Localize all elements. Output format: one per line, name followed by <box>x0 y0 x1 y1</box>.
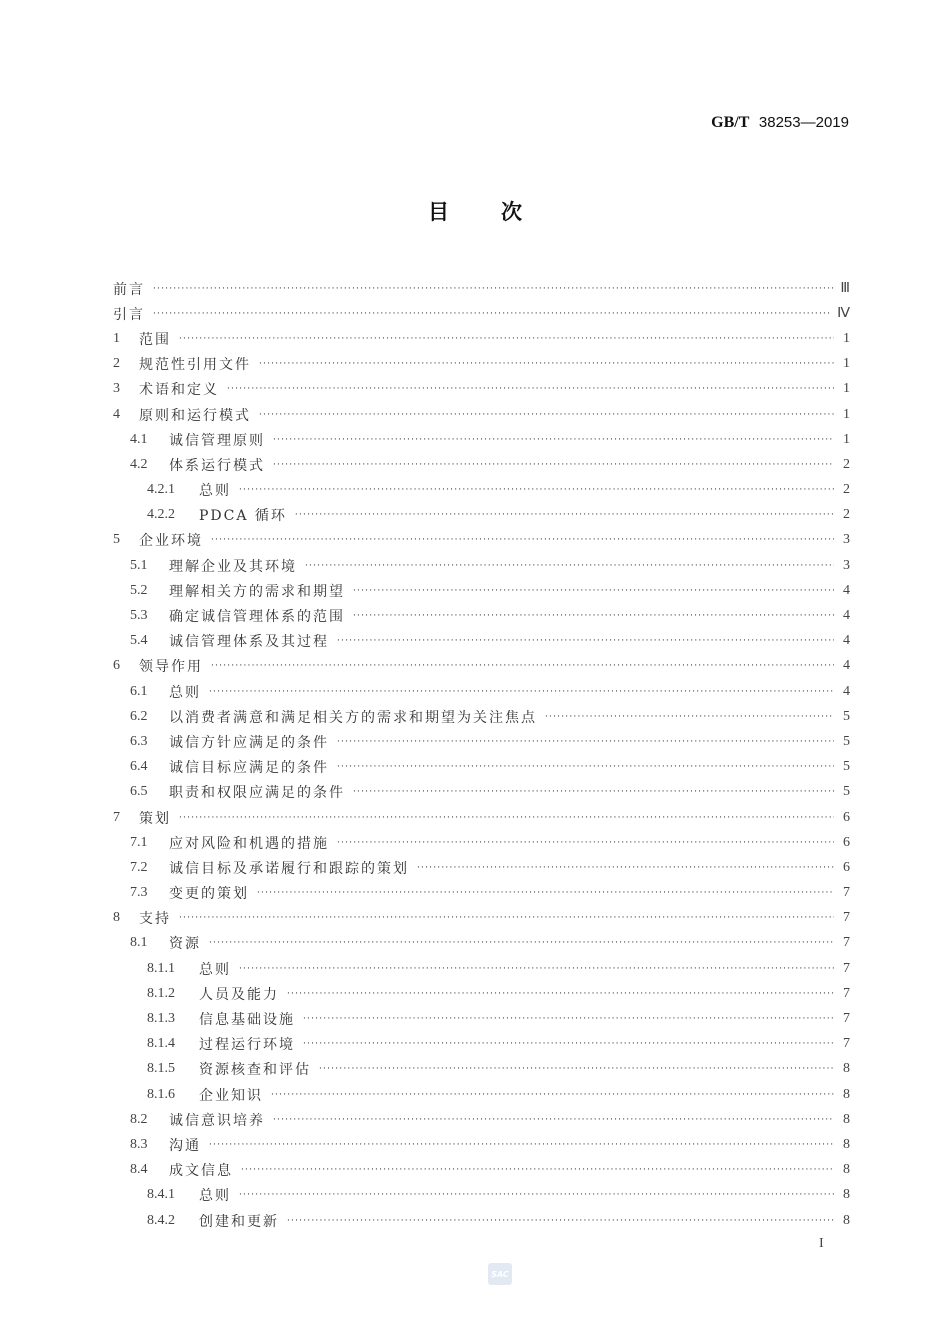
toc-entry-number: 5.2 <box>130 582 148 598</box>
toc-entry-label: 范围 <box>139 331 171 348</box>
toc-entry-number: 2 <box>113 356 120 372</box>
toc-entry-number: 5.3 <box>130 608 148 624</box>
toc-entry-page: 2 <box>843 507 850 523</box>
toc-entry-label: 术语和定义 <box>139 382 219 399</box>
toc-entry-number: 3 <box>113 381 120 397</box>
dot-leader <box>287 1214 834 1228</box>
dot-leader <box>179 332 834 346</box>
toc-entry-label: 信息基础设施 <box>199 1012 295 1029</box>
dot-leader <box>239 962 834 976</box>
toc-entry-number: 8 <box>113 910 120 926</box>
toc-entry[interactable] <box>113 377 850 402</box>
toc-entry-page: 4 <box>843 582 850 598</box>
toc-entry[interactable] <box>113 1057 850 1082</box>
toc-entry[interactable] <box>113 276 850 301</box>
toc-entry-page: 4 <box>843 608 850 624</box>
toc-entry-label: 规范性引用文件 <box>139 357 251 374</box>
toc-entry-number: 5.4 <box>130 633 148 649</box>
toc-entry-number: 7.2 <box>130 859 148 875</box>
dot-leader <box>271 1088 834 1102</box>
dot-leader <box>353 584 834 598</box>
toc-entry[interactable] <box>113 1032 850 1057</box>
dot-leader <box>295 508 834 522</box>
toc-entry[interactable] <box>113 603 850 628</box>
toc-entry-number: 8.3 <box>130 1136 148 1152</box>
toc-entry-page: 4 <box>843 633 850 649</box>
dot-leader <box>337 735 834 749</box>
toc-entry-page: 8 <box>843 1162 850 1178</box>
toc-entry-label: 诚信管理原则 <box>169 432 265 449</box>
dot-leader <box>287 987 834 1001</box>
toc-entry-number: 4 <box>113 406 120 422</box>
dot-leader <box>337 760 834 774</box>
dot-leader <box>209 936 834 950</box>
toc-entry[interactable] <box>113 629 850 654</box>
toc-entry-label: 理解相关方的需求和期望 <box>169 583 345 600</box>
toc-entry[interactable] <box>113 1158 850 1183</box>
toc-entry-page: 5 <box>843 733 850 749</box>
toc-entry-page: 1 <box>843 431 850 447</box>
toc-entry-number: 4.2.1 <box>147 482 175 498</box>
dot-leader <box>179 911 834 925</box>
dot-leader <box>209 685 834 699</box>
toc-entry-label: 沟通 <box>169 1137 201 1154</box>
toc-entry[interactable] <box>113 855 850 880</box>
toc-entry-label: 总则 <box>199 1188 231 1205</box>
toc-entry[interactable] <box>113 1208 850 1233</box>
toc-entry-number: 8.1.2 <box>147 985 175 1001</box>
dot-leader <box>211 533 834 547</box>
toc-entry-number: 8.1 <box>130 935 148 951</box>
toc-entry[interactable] <box>113 578 850 603</box>
toc-entry-label: 领导作用 <box>139 659 203 676</box>
dot-leader <box>353 785 834 799</box>
toc-entry-label: 企业环境 <box>139 533 203 550</box>
toc-entry[interactable] <box>113 402 850 427</box>
toc-entry-page: 7 <box>843 1036 850 1052</box>
toc-entry-label: 应对风险和机遇的措施 <box>169 835 329 852</box>
toc-entry-label: 策划 <box>139 810 171 827</box>
toc-entry-number: 8.1.6 <box>147 1086 175 1102</box>
toc-entry[interactable] <box>113 553 850 578</box>
toc-entry-page: 1 <box>843 356 850 372</box>
toc-entry-number: 8.4.1 <box>147 1187 175 1203</box>
toc-entry-page: 2 <box>843 456 850 472</box>
toc-entry-number: 6.5 <box>130 784 148 800</box>
toc-entry-page: 3 <box>843 557 850 573</box>
toc-entry-page: 1 <box>843 381 850 397</box>
toc-entry-page: 6 <box>843 859 850 875</box>
toc-entry-label: 诚信方针应满足的条件 <box>169 734 329 751</box>
toc-entry-number: 6.4 <box>130 759 148 775</box>
toc-entry-page: 8 <box>843 1187 850 1203</box>
toc-entry-page: 6 <box>843 809 850 825</box>
dot-leader <box>153 307 831 321</box>
toc-entry[interactable] <box>113 956 850 981</box>
toc-entry-label: 总则 <box>199 483 231 500</box>
dot-leader <box>545 710 834 724</box>
dot-leader <box>417 861 834 875</box>
dot-leader <box>303 1012 834 1026</box>
toc-entry-label: 职责和权限应满足的条件 <box>169 785 345 802</box>
toc-entry-label: 企业知识 <box>199 1087 263 1104</box>
toc-entry-label: 人员及能力 <box>199 986 279 1003</box>
toc-entry[interactable] <box>113 805 850 830</box>
dot-leader <box>239 483 834 497</box>
toc-entry[interactable] <box>113 755 850 780</box>
page-title: 目次 <box>428 200 574 224</box>
toc-entry[interactable] <box>113 1132 850 1157</box>
dot-leader <box>337 634 834 648</box>
page-number: I <box>819 1236 824 1251</box>
toc-entry-page: 8 <box>843 1086 850 1102</box>
toc-entry-label: 理解企业及其环境 <box>169 558 297 575</box>
toc-entry-page: 5 <box>843 784 850 800</box>
toc-entry-number: 4.1 <box>130 431 148 447</box>
toc-entry-label: 引言 <box>113 306 145 323</box>
toc-entry-label: 诚信目标及承诺履行和跟踪的策划 <box>169 860 409 877</box>
toc-entry[interactable] <box>113 478 850 503</box>
toc-entry-label: 资源核查和评估 <box>199 1062 311 1079</box>
toc-entry[interactable] <box>113 352 850 377</box>
toc-entry-label: 变更的策划 <box>169 886 249 903</box>
toc-entry-label: 总则 <box>169 684 201 701</box>
toc-entry-page: 7 <box>843 910 850 926</box>
toc-entry-page: 6 <box>843 834 850 850</box>
toc-entry[interactable] <box>113 452 850 477</box>
toc-entry[interactable] <box>113 503 850 528</box>
toc-entry-number: 8.4 <box>130 1162 148 1178</box>
toc-entry[interactable] <box>113 427 850 452</box>
dot-leader <box>337 836 834 850</box>
standard-number <box>711 113 849 132</box>
toc-entry-page: 1 <box>843 330 850 346</box>
toc-entry-number: 8.1.3 <box>147 1011 175 1027</box>
toc-entry-page: 3 <box>843 532 850 548</box>
toc-entry-page: 7 <box>843 935 850 951</box>
toc-entry[interactable] <box>113 301 850 326</box>
standard-prefix: GB/T <box>711 114 750 131</box>
toc-entry-page: 1 <box>843 406 850 422</box>
toc-entry-number: 5 <box>113 532 120 548</box>
toc-entry-page: 7 <box>843 1011 850 1027</box>
toc-entry-number: 6.3 <box>130 733 148 749</box>
toc-entry-label: 成文信息 <box>169 1163 233 1180</box>
toc-entry[interactable] <box>113 528 850 553</box>
toc-entry-page: 7 <box>843 885 850 901</box>
sac-watermark-logo: SAC <box>488 1263 512 1285</box>
dot-leader <box>227 382 834 396</box>
toc-entry-page: 4 <box>843 683 850 699</box>
toc-entry-number: 6.1 <box>130 683 148 699</box>
toc-entry-label: 支持 <box>139 911 171 928</box>
table-of-contents <box>113 276 850 1233</box>
toc-entry[interactable] <box>113 981 850 1006</box>
toc-entry-number: 7.3 <box>130 885 148 901</box>
toc-entry[interactable] <box>113 931 850 956</box>
dot-leader <box>153 282 834 296</box>
toc-entry-page: 7 <box>843 960 850 976</box>
toc-entry-label: 以消费者满意和满足相关方的需求和期望为关注焦点 <box>169 709 537 726</box>
toc-entry-page: Ⅲ <box>840 281 850 297</box>
toc-entry-page: 8 <box>843 1136 850 1152</box>
dot-leader <box>239 1188 834 1202</box>
dot-leader <box>241 1163 834 1177</box>
toc-entry[interactable] <box>113 1183 850 1208</box>
dot-leader <box>259 408 834 422</box>
dot-leader <box>179 811 834 825</box>
toc-entry-number: 6 <box>113 658 120 674</box>
dot-leader <box>319 1062 834 1076</box>
toc-entry[interactable] <box>113 881 850 906</box>
toc-entry-page: 8 <box>843 1212 850 1228</box>
dot-leader <box>211 659 834 673</box>
toc-entry-label: 确定诚信管理体系的范围 <box>169 609 345 626</box>
dot-leader <box>303 1037 834 1051</box>
toc-entry-label: PDCA 循环 <box>199 508 287 525</box>
toc-entry-number: 8.1.4 <box>147 1036 175 1052</box>
standard-code: 38253—2019 <box>758 114 849 131</box>
toc-entry[interactable] <box>113 830 850 855</box>
toc-entry-page: 7 <box>843 985 850 1001</box>
toc-entry-number: 8.4.2 <box>147 1212 175 1228</box>
toc-entry-label: 资源 <box>169 936 201 953</box>
toc-entry-number: 7.1 <box>130 834 148 850</box>
dot-leader <box>273 458 834 472</box>
dot-leader <box>273 433 834 447</box>
toc-entry-number: 5.1 <box>130 557 148 573</box>
dot-leader <box>273 1113 834 1127</box>
toc-entry-label: 原则和运行模式 <box>139 407 251 424</box>
toc-entry-page: 8 <box>843 1111 850 1127</box>
toc-entry[interactable] <box>113 1082 850 1107</box>
toc-entry-page: 5 <box>843 708 850 724</box>
toc-entry-page: 4 <box>843 658 850 674</box>
toc-entry-label: 前言 <box>113 281 145 298</box>
toc-entry-page: 2 <box>843 482 850 498</box>
toc-entry-number: 8.2 <box>130 1111 148 1127</box>
toc-entry-label: 过程运行环境 <box>199 1037 295 1054</box>
toc-entry[interactable] <box>113 906 850 931</box>
toc-entry[interactable] <box>113 1006 850 1031</box>
toc-entry-label: 体系运行模式 <box>169 457 265 474</box>
toc-entry-number: 8.1.1 <box>147 960 175 976</box>
toc-entry-page: Ⅳ <box>837 306 850 322</box>
toc-entry-label: 总则 <box>199 961 231 978</box>
toc-entry[interactable] <box>113 729 850 754</box>
dot-leader <box>353 609 834 623</box>
toc-entry[interactable] <box>113 679 850 704</box>
toc-entry-label: 诚信意识培养 <box>169 1112 265 1129</box>
dot-leader <box>305 559 834 573</box>
dot-leader <box>259 357 834 371</box>
toc-entry-number: 8.1.5 <box>147 1061 175 1077</box>
toc-entry-number: 6.2 <box>130 708 148 724</box>
dot-leader <box>257 886 834 900</box>
toc-entry[interactable] <box>113 326 850 351</box>
toc-entry[interactable] <box>113 654 850 679</box>
toc-entry[interactable] <box>113 704 850 729</box>
toc-entry-number: 4.2 <box>130 456 148 472</box>
toc-entry-label: 诚信管理体系及其过程 <box>169 634 329 651</box>
toc-entry-page: 5 <box>843 759 850 775</box>
toc-entry-page: 8 <box>843 1061 850 1077</box>
dot-leader <box>209 1138 834 1152</box>
toc-entry-label: 诚信目标应满足的条件 <box>169 760 329 777</box>
toc-entry-number: 4.2.2 <box>147 507 175 523</box>
toc-entry[interactable] <box>113 780 850 805</box>
toc-entry-number: 1 <box>113 330 120 346</box>
toc-entry-number: 7 <box>113 809 120 825</box>
toc-entry-label: 创建和更新 <box>199 1213 279 1230</box>
toc-entry[interactable] <box>113 1107 850 1132</box>
